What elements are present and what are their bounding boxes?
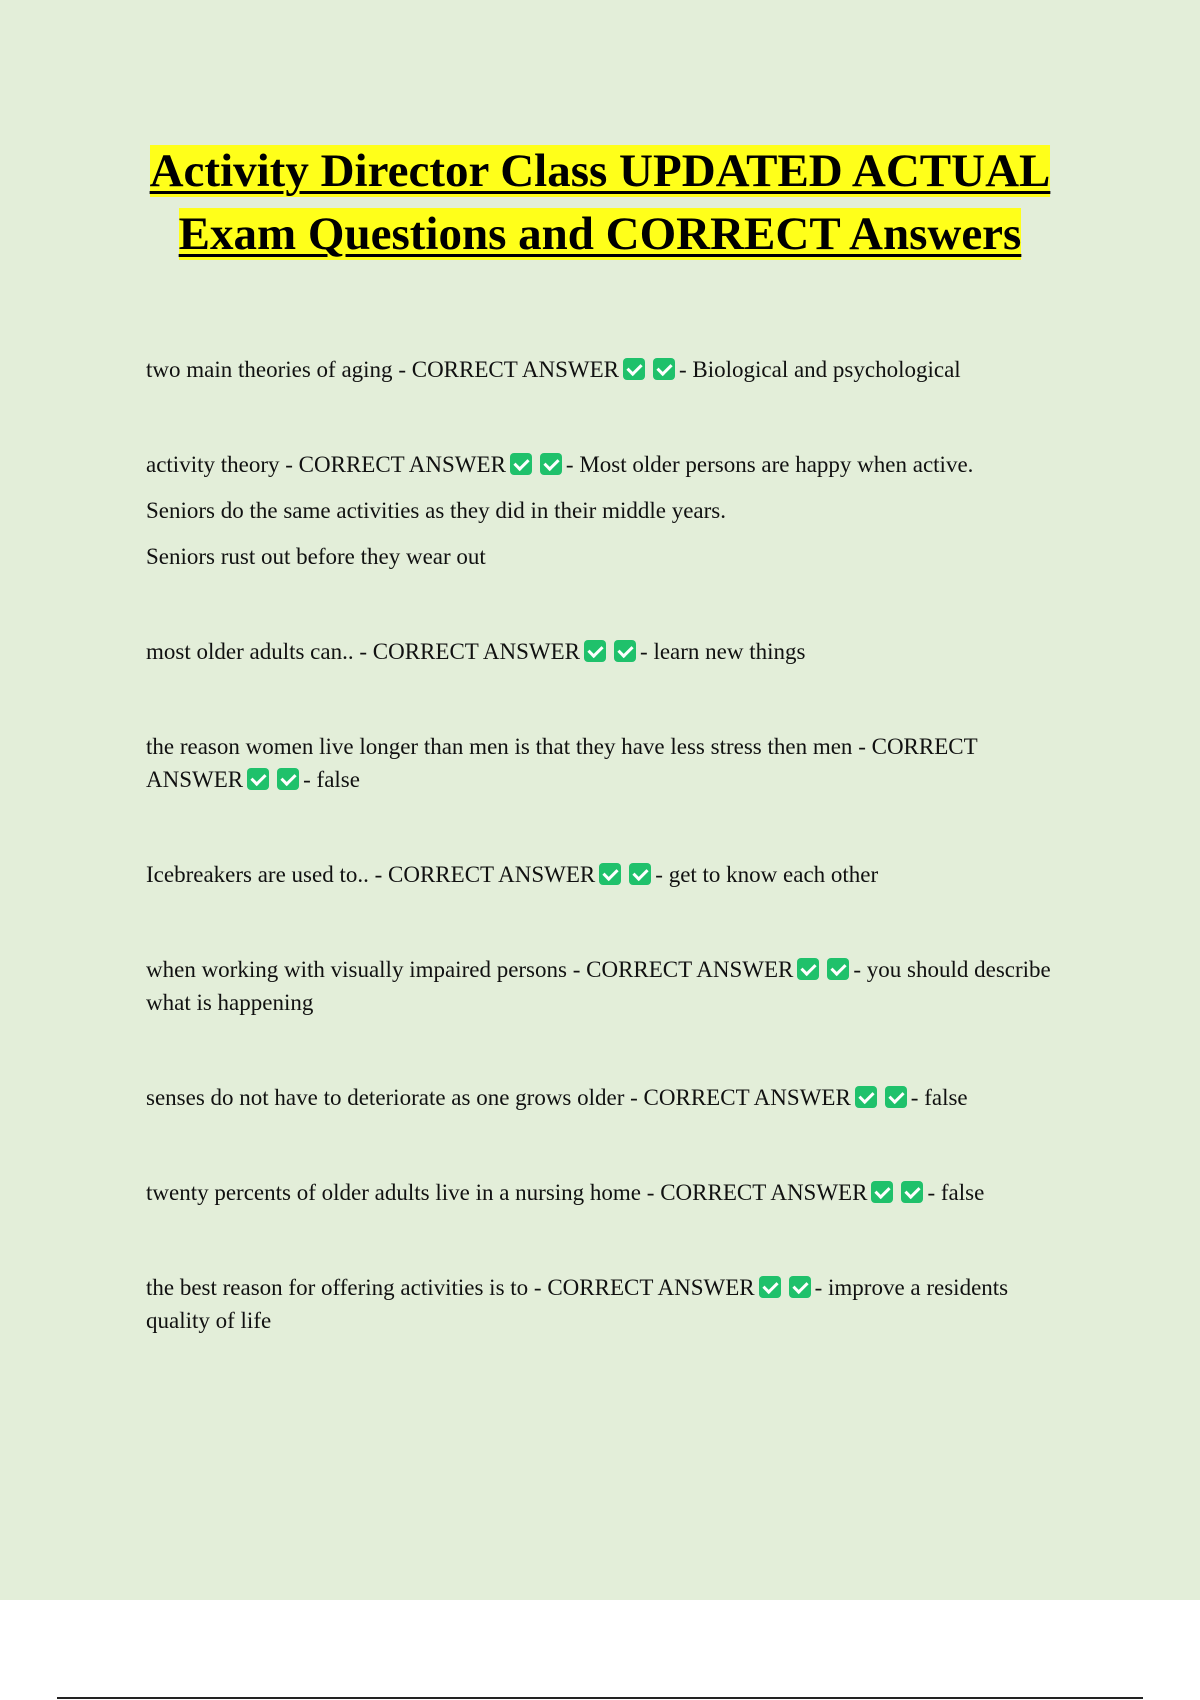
correct-answer-label: - CORRECT ANSWER: [533, 1275, 755, 1300]
check-mark-icon: [827, 958, 849, 980]
question-text: twenty percents of older adults live in a nursing home: [146, 1180, 642, 1205]
check-mark-icon: [623, 358, 645, 380]
qa-item: [146, 353, 1076, 386]
check-mark-icon: [629, 863, 651, 885]
check-mark-icon: [653, 358, 675, 380]
correct-answer-label: - CORRECT ANSWER: [146, 734, 978, 792]
check-mark-icon: [871, 1181, 893, 1203]
check-mark-icon: [584, 640, 606, 662]
title-highlight: Activity Director Class UPDATED ACTUAL Exam Questions and CORRECT Answers: [149, 145, 1051, 260]
qa-item: [146, 1176, 1076, 1209]
qa-item: [146, 1081, 1076, 1114]
question-text: activity theory: [146, 452, 280, 477]
check-mark-icon: [614, 640, 636, 662]
footer-divider: [57, 1697, 1143, 1699]
check-mark-icon: [540, 453, 562, 475]
question-text: the reason women live longer than men is that they have less stress then men: [146, 734, 853, 759]
qa-line: the best reason for offering activities is to - CORRECT ANSWER - improve a residents quality of life: [146, 1275, 1009, 1333]
document-title: [100, 140, 1100, 266]
answer-text: learn new things: [653, 639, 806, 664]
correct-answer-label: - CORRECT ANSWER: [285, 452, 506, 477]
check-mark-icon: [599, 863, 621, 885]
check-mark-icon: [885, 1086, 907, 1108]
qa-line: activity theory - CORRECT ANSWER - Most older persons are happy when active.: [146, 452, 974, 477]
answer-text: Biological and psychological: [692, 357, 961, 382]
qa-item: [146, 1271, 1076, 1337]
qa-list: [146, 353, 1076, 1399]
check-mark-icon: [797, 958, 819, 980]
qa-line: when working with visually impaired persons - CORRECT ANSWER - you should describe what is happening: [146, 957, 1051, 1015]
answer-text: false: [316, 767, 360, 792]
qa-line: the reason women live longer than men is that they have less stress then men - CORRECT ANSWER - false: [146, 734, 978, 792]
answer-text: you should describe what is happening: [146, 957, 1051, 1015]
correct-answer-label: - CORRECT ANSWER: [374, 862, 596, 887]
check-mark-icon: [901, 1181, 923, 1203]
answer-text: improve a residents quality of life: [146, 1275, 1009, 1333]
qa-item: [146, 730, 1076, 796]
correct-answer-label: - CORRECT ANSWER: [359, 639, 581, 664]
qa-line: two main theories of aging - CORRECT ANSWER - Biological and psychological: [146, 357, 961, 382]
answer-text: get to know each other: [668, 862, 879, 887]
check-mark-icon: [759, 1276, 781, 1298]
answer-text: false: [924, 1085, 968, 1110]
question-text: when working with visually impaired persons: [146, 957, 567, 982]
answer-text: false: [940, 1180, 985, 1205]
check-mark-icon: [247, 768, 269, 790]
qa-item: [146, 858, 1076, 891]
correct-answer-label: - CORRECT ANSWER: [646, 1180, 868, 1205]
question-text: the best reason for offering activities is to: [146, 1275, 529, 1300]
correct-answer-label: - CORRECT ANSWER: [398, 357, 619, 382]
check-mark-icon: [789, 1276, 811, 1298]
qa-line: Icebreakers are used to.. - CORRECT ANSWER - get to know each other: [146, 862, 879, 887]
correct-answer-label: - CORRECT ANSWER: [572, 957, 794, 982]
qa-item: [146, 635, 1076, 668]
question-text: two main theories of aging: [146, 357, 393, 382]
qa-item: [146, 953, 1076, 1019]
answer-text: Most older persons are happy when active.: [579, 452, 974, 477]
qa-line: senses do not have to deteriorate as one grows older - CORRECT ANSWER - false: [146, 1085, 968, 1110]
qa-line: twenty percents of older adults live in a nursing home - CORRECT ANSWER - false: [146, 1180, 985, 1205]
qa-line: most older adults can.. - CORRECT ANSWER - learn new things: [146, 639, 806, 664]
question-text: Icebreakers are used to..: [146, 862, 369, 887]
check-mark-icon: [510, 453, 532, 475]
check-mark-icon: [855, 1086, 877, 1108]
check-mark-icon: [277, 768, 299, 790]
answer-line: Seniors do the same activities as they did in their middle years.: [146, 498, 726, 523]
qa-item: [146, 448, 1076, 573]
question-text: senses do not have to deteriorate as one grows older: [146, 1085, 625, 1110]
correct-answer-label: - CORRECT ANSWER: [630, 1085, 851, 1110]
question-text: most older adults can..: [146, 639, 354, 664]
answer-line: Seniors rust out before they wear out: [146, 544, 486, 569]
